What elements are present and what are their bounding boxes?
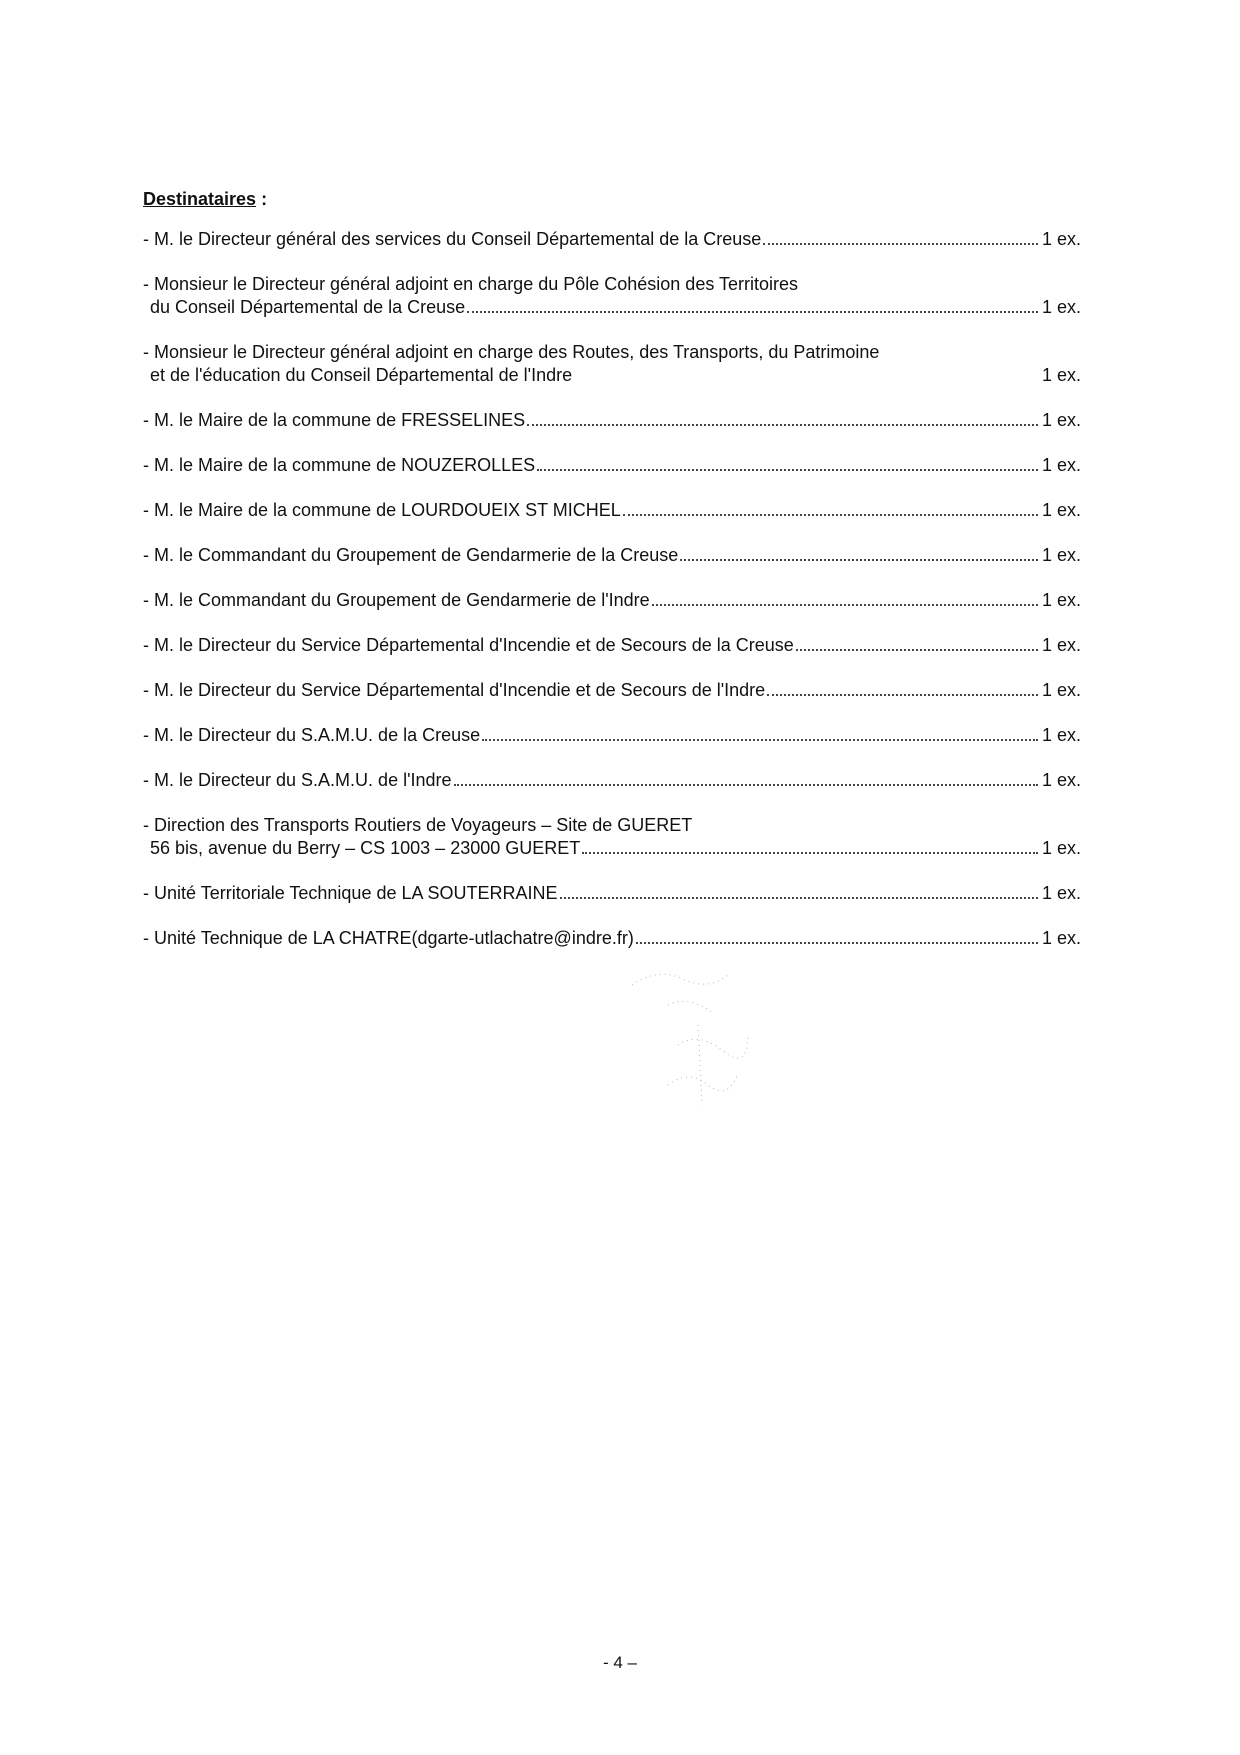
heading-label: Destinataires — [143, 189, 257, 209]
copy-count: 1 ex. — [1041, 297, 1081, 317]
recipient-text: - M. le Directeur du Service Départemental d'Incendie et de Secours de la Creuse — [143, 635, 794, 655]
dot-leader — [652, 604, 1038, 606]
recipient-line — [143, 409, 1081, 432]
recipient-text: 56 bis, avenue du Berry – CS 1003 – 23000 GUERET — [150, 838, 581, 858]
recipient-entry — [143, 769, 1081, 792]
recipient-text: - M. le Directeur du S.A.M.U. de la Creuse — [143, 725, 481, 745]
recipient-text: - Monsieur le Directeur général adjoint en charge des Routes, des Transports, du Patrimoine — [143, 342, 880, 362]
recipient-text: - M. le Maire de la commune de FRESSELINES — [143, 410, 526, 430]
recipient-text: du Conseil Départemental de la Creuse — [150, 297, 466, 317]
dot-leader — [482, 739, 1038, 741]
dot-leader — [560, 897, 1038, 899]
copy-count: 1 ex. — [1041, 545, 1081, 565]
dot-leader — [763, 243, 1038, 245]
dot-leader — [467, 311, 1038, 313]
dot-leader — [767, 694, 1038, 696]
recipient-line — [143, 724, 1081, 747]
copy-count: 1 ex. — [1041, 680, 1081, 700]
copy-count: 1 ex. — [1041, 928, 1081, 948]
recipient-text: - M. le Commandant du Groupement de Gendarmerie de la Creuse — [143, 545, 679, 565]
recipient-line — [143, 454, 1081, 477]
recipient-line — [143, 679, 1081, 702]
copy-count: 1 ex. — [1041, 365, 1081, 385]
copy-count: 1 ex. — [1041, 770, 1081, 790]
recipient-text: - M. le Directeur général des services du Conseil Départemental de la Creuse — [143, 229, 762, 249]
faint-signature-mark — [628, 965, 758, 1115]
recipient-entry — [143, 814, 1081, 860]
recipient-line — [143, 769, 1081, 792]
recipient-text: - M. le Commandant du Groupement de Gendarmerie de l'Indre — [143, 590, 650, 610]
recipient-entry — [143, 454, 1081, 477]
recipient-entry — [143, 273, 1081, 319]
recipient-line — [143, 273, 1081, 296]
recipient-line — [143, 364, 1081, 387]
heading-colon: : — [256, 189, 268, 209]
copy-count: 1 ex. — [1041, 725, 1081, 745]
recipient-entry — [143, 679, 1081, 702]
recipient-text: - Direction des Transports Routiers de Voyageurs – Site de GUERET — [143, 815, 693, 835]
copy-count: 1 ex. — [1041, 635, 1081, 655]
recipient-entry — [143, 882, 1081, 905]
copy-count: 1 ex. — [1041, 229, 1081, 249]
recipient-text: - Monsieur le Directeur général adjoint en charge du Pôle Cohésion des Territoires — [143, 274, 799, 294]
recipient-line — [143, 228, 1081, 251]
recipient-line — [143, 499, 1081, 522]
copy-count: 1 ex. — [1041, 455, 1081, 475]
recipient-text: - M. le Maire de la commune de NOUZEROLLES — [143, 455, 536, 475]
dot-leader — [680, 559, 1038, 561]
copy-count: 1 ex. — [1041, 500, 1081, 520]
copy-count: 1 ex. — [1041, 838, 1081, 858]
dot-leader — [454, 784, 1038, 786]
recipient-line — [143, 544, 1081, 567]
recipient-text: et de l'éducation du Conseil Départemental de l'Indre — [150, 365, 573, 385]
page-number: - 4 – — [602, 1653, 638, 1672]
recipient-text: - M. le Maire de la commune de LOURDOUEIX ST MICHEL — [143, 500, 621, 520]
recipient-line — [143, 927, 1081, 950]
recipient-text: - M. le Directeur du Service Départemental d'Incendie et de Secours de l'Indre — [143, 680, 766, 700]
recipient-entry — [143, 499, 1081, 522]
dot-leader — [537, 469, 1038, 471]
recipient-line — [143, 634, 1081, 657]
copy-count: 1 ex. — [1041, 410, 1081, 430]
copy-count: 1 ex. — [1041, 883, 1081, 903]
recipient-text: - M. le Directeur du S.A.M.U. de l'Indre — [143, 770, 452, 790]
recipient-entry — [143, 228, 1081, 251]
recipient-line — [143, 882, 1081, 905]
recipient-line — [143, 589, 1081, 612]
dot-leader — [582, 852, 1038, 854]
dot-leader — [796, 649, 1038, 651]
recipient-entry — [143, 927, 1081, 950]
recipient-entry — [143, 724, 1081, 747]
dot-leader — [623, 514, 1038, 516]
recipient-entry — [143, 544, 1081, 567]
recipient-entry — [143, 409, 1081, 432]
recipient-line — [143, 837, 1081, 860]
recipient-list — [143, 228, 1081, 972]
distribution-heading — [143, 189, 267, 210]
dot-leader — [527, 424, 1038, 426]
recipient-entry — [143, 634, 1081, 657]
recipient-text: - Unité Technique de LA CHATRE(dgarte-utlachatre@indre.fr) — [143, 928, 634, 948]
recipient-text: - Unité Territoriale Technique de LA SOUTERRAINE — [143, 883, 558, 903]
dot-leader — [636, 942, 1038, 944]
recipient-line — [143, 341, 1081, 364]
recipient-entry — [143, 341, 1081, 387]
recipient-line — [143, 814, 1081, 837]
recipient-entry — [143, 589, 1081, 612]
copy-count: 1 ex. — [1041, 590, 1081, 610]
recipient-line — [143, 296, 1081, 319]
